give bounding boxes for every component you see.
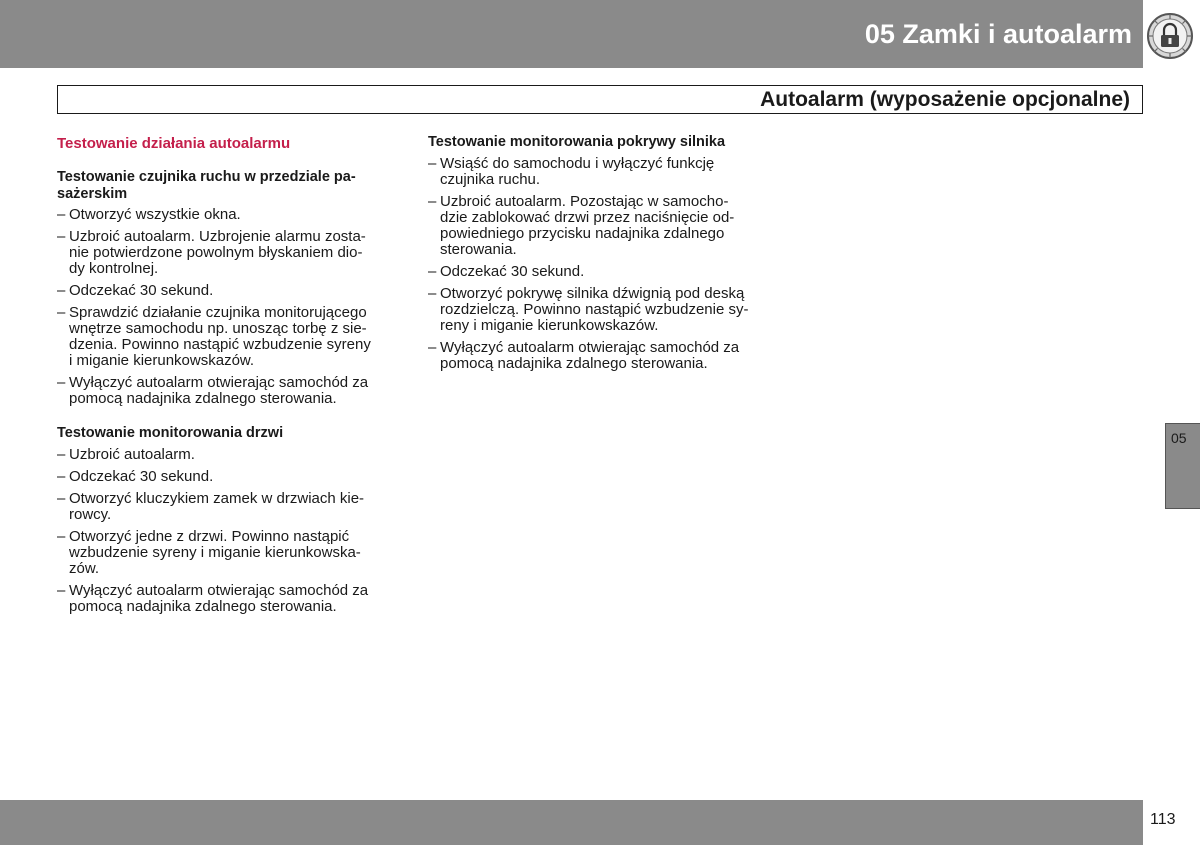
chapter-tab-label: 05 xyxy=(1171,430,1187,446)
step-item xyxy=(428,194,773,258)
procedure-group xyxy=(428,134,773,372)
step-item xyxy=(57,207,397,223)
step-text: Odczekać 30 sekund. xyxy=(69,467,214,485)
step-text: Odczekać 30 sekund. xyxy=(69,282,214,299)
list-dash: – xyxy=(428,154,437,172)
list-dash: – xyxy=(57,467,66,485)
list-dash: – xyxy=(57,304,66,321)
section-title-box xyxy=(57,85,1143,114)
list-dash: – xyxy=(428,262,437,280)
procedure-title: Testowanie monitorowania pokrywy silnika xyxy=(428,134,726,150)
step-text: Sprawdzić działanie czujnika monitorującego wnętrze samochodu np. unosząc torbę z sie- dzenia. Powinno nastąpić wzbudzenie syreny i miganie kierunkowskazów. xyxy=(69,304,371,369)
list-dash: – xyxy=(57,228,66,245)
list-dash: – xyxy=(57,445,66,463)
step-text: Uzbroić autoalarm. Uzbrojenie alarmu zosta- nie potwierdzone powolnym błyskaniem dio- dy kontrolnej. xyxy=(69,228,366,277)
list-dash: – xyxy=(57,581,66,599)
step-text: Odczekać 30 sekund. xyxy=(440,262,585,280)
step-list xyxy=(57,207,397,407)
left-column xyxy=(57,134,397,633)
list-dash: – xyxy=(428,338,437,356)
step-text: Otworzyć pokrywę silnika dźwignią pod deską rozdzielczą. Powinno nastąpić wzbudzenie sy- reny i miganie kierunkowskazów. xyxy=(440,284,749,334)
step-text: Uzbroić autoalarm. Pozostając w samocho- dzie zablokować drzwi przez naciśnięcie od- powiedniego przycisku nadajnika zdalnego sterowania. xyxy=(440,192,735,258)
step-item xyxy=(57,469,397,485)
step-item xyxy=(428,264,773,280)
list-dash: – xyxy=(57,527,66,545)
list-dash: – xyxy=(428,284,437,302)
step-item xyxy=(428,286,773,334)
list-dash: – xyxy=(57,206,66,223)
footer-bar xyxy=(0,800,1143,845)
step-text: Otworzyć jedne z drzwi. Powinno nastąpić wzbudzenie syreny i miganie kierunkowska- zów. xyxy=(69,527,361,577)
list-dash: – xyxy=(428,192,437,210)
step-list xyxy=(428,156,773,372)
procedure-group xyxy=(57,169,397,407)
procedure-group xyxy=(57,425,397,615)
step-text: Wyłączyć autoalarm otwierając samochód za pomocą nadajnika zdalnego sterowania. xyxy=(440,338,740,372)
step-text: Wyłączyć autoalarm otwierając samochód za pomocą nadajnika zdalnego sterowania. xyxy=(69,374,369,407)
step-text: Uzbroić autoalarm. xyxy=(69,445,195,463)
step-item xyxy=(57,283,397,299)
chapter-tab xyxy=(1165,423,1200,509)
step-text: Otworzyć kluczykiem zamek w drzwiach kie- rowcy. xyxy=(69,489,365,523)
page-number: 113 xyxy=(1150,811,1176,828)
step-item xyxy=(57,229,397,277)
section-title: Autoalarm (wyposażenie opcjonalne) xyxy=(760,88,1130,111)
step-item xyxy=(57,447,397,463)
step-item xyxy=(57,375,397,407)
step-item xyxy=(57,491,397,523)
step-text: Otworzyć wszystkie okna. xyxy=(69,206,241,223)
list-dash: – xyxy=(57,282,66,299)
step-item xyxy=(57,305,397,369)
step-item xyxy=(57,529,397,577)
chapter-title: 05 Zamki i autoalarm xyxy=(864,19,1132,49)
procedure-title: Testowanie czujnika ruchu w przedziale pa- sażerskim xyxy=(57,169,356,202)
step-list xyxy=(57,447,397,615)
right-column xyxy=(428,134,773,390)
step-text: Wsiąść do samochodu i wyłączyć funkcję czujnika ruchu. xyxy=(440,154,715,188)
padlock-icon xyxy=(1145,11,1195,61)
list-dash: – xyxy=(57,374,66,391)
procedure-title: Testowanie monitorowania drzwi xyxy=(57,425,284,441)
list-dash: – xyxy=(57,489,66,507)
step-item xyxy=(57,583,397,615)
main-heading: Testowanie działania autoalarmu xyxy=(57,135,291,152)
step-item xyxy=(428,156,773,188)
step-item xyxy=(428,340,773,372)
step-text: Wyłączyć autoalarm otwierając samochód za pomocą nadajnika zdalnego sterowania. xyxy=(69,581,369,615)
